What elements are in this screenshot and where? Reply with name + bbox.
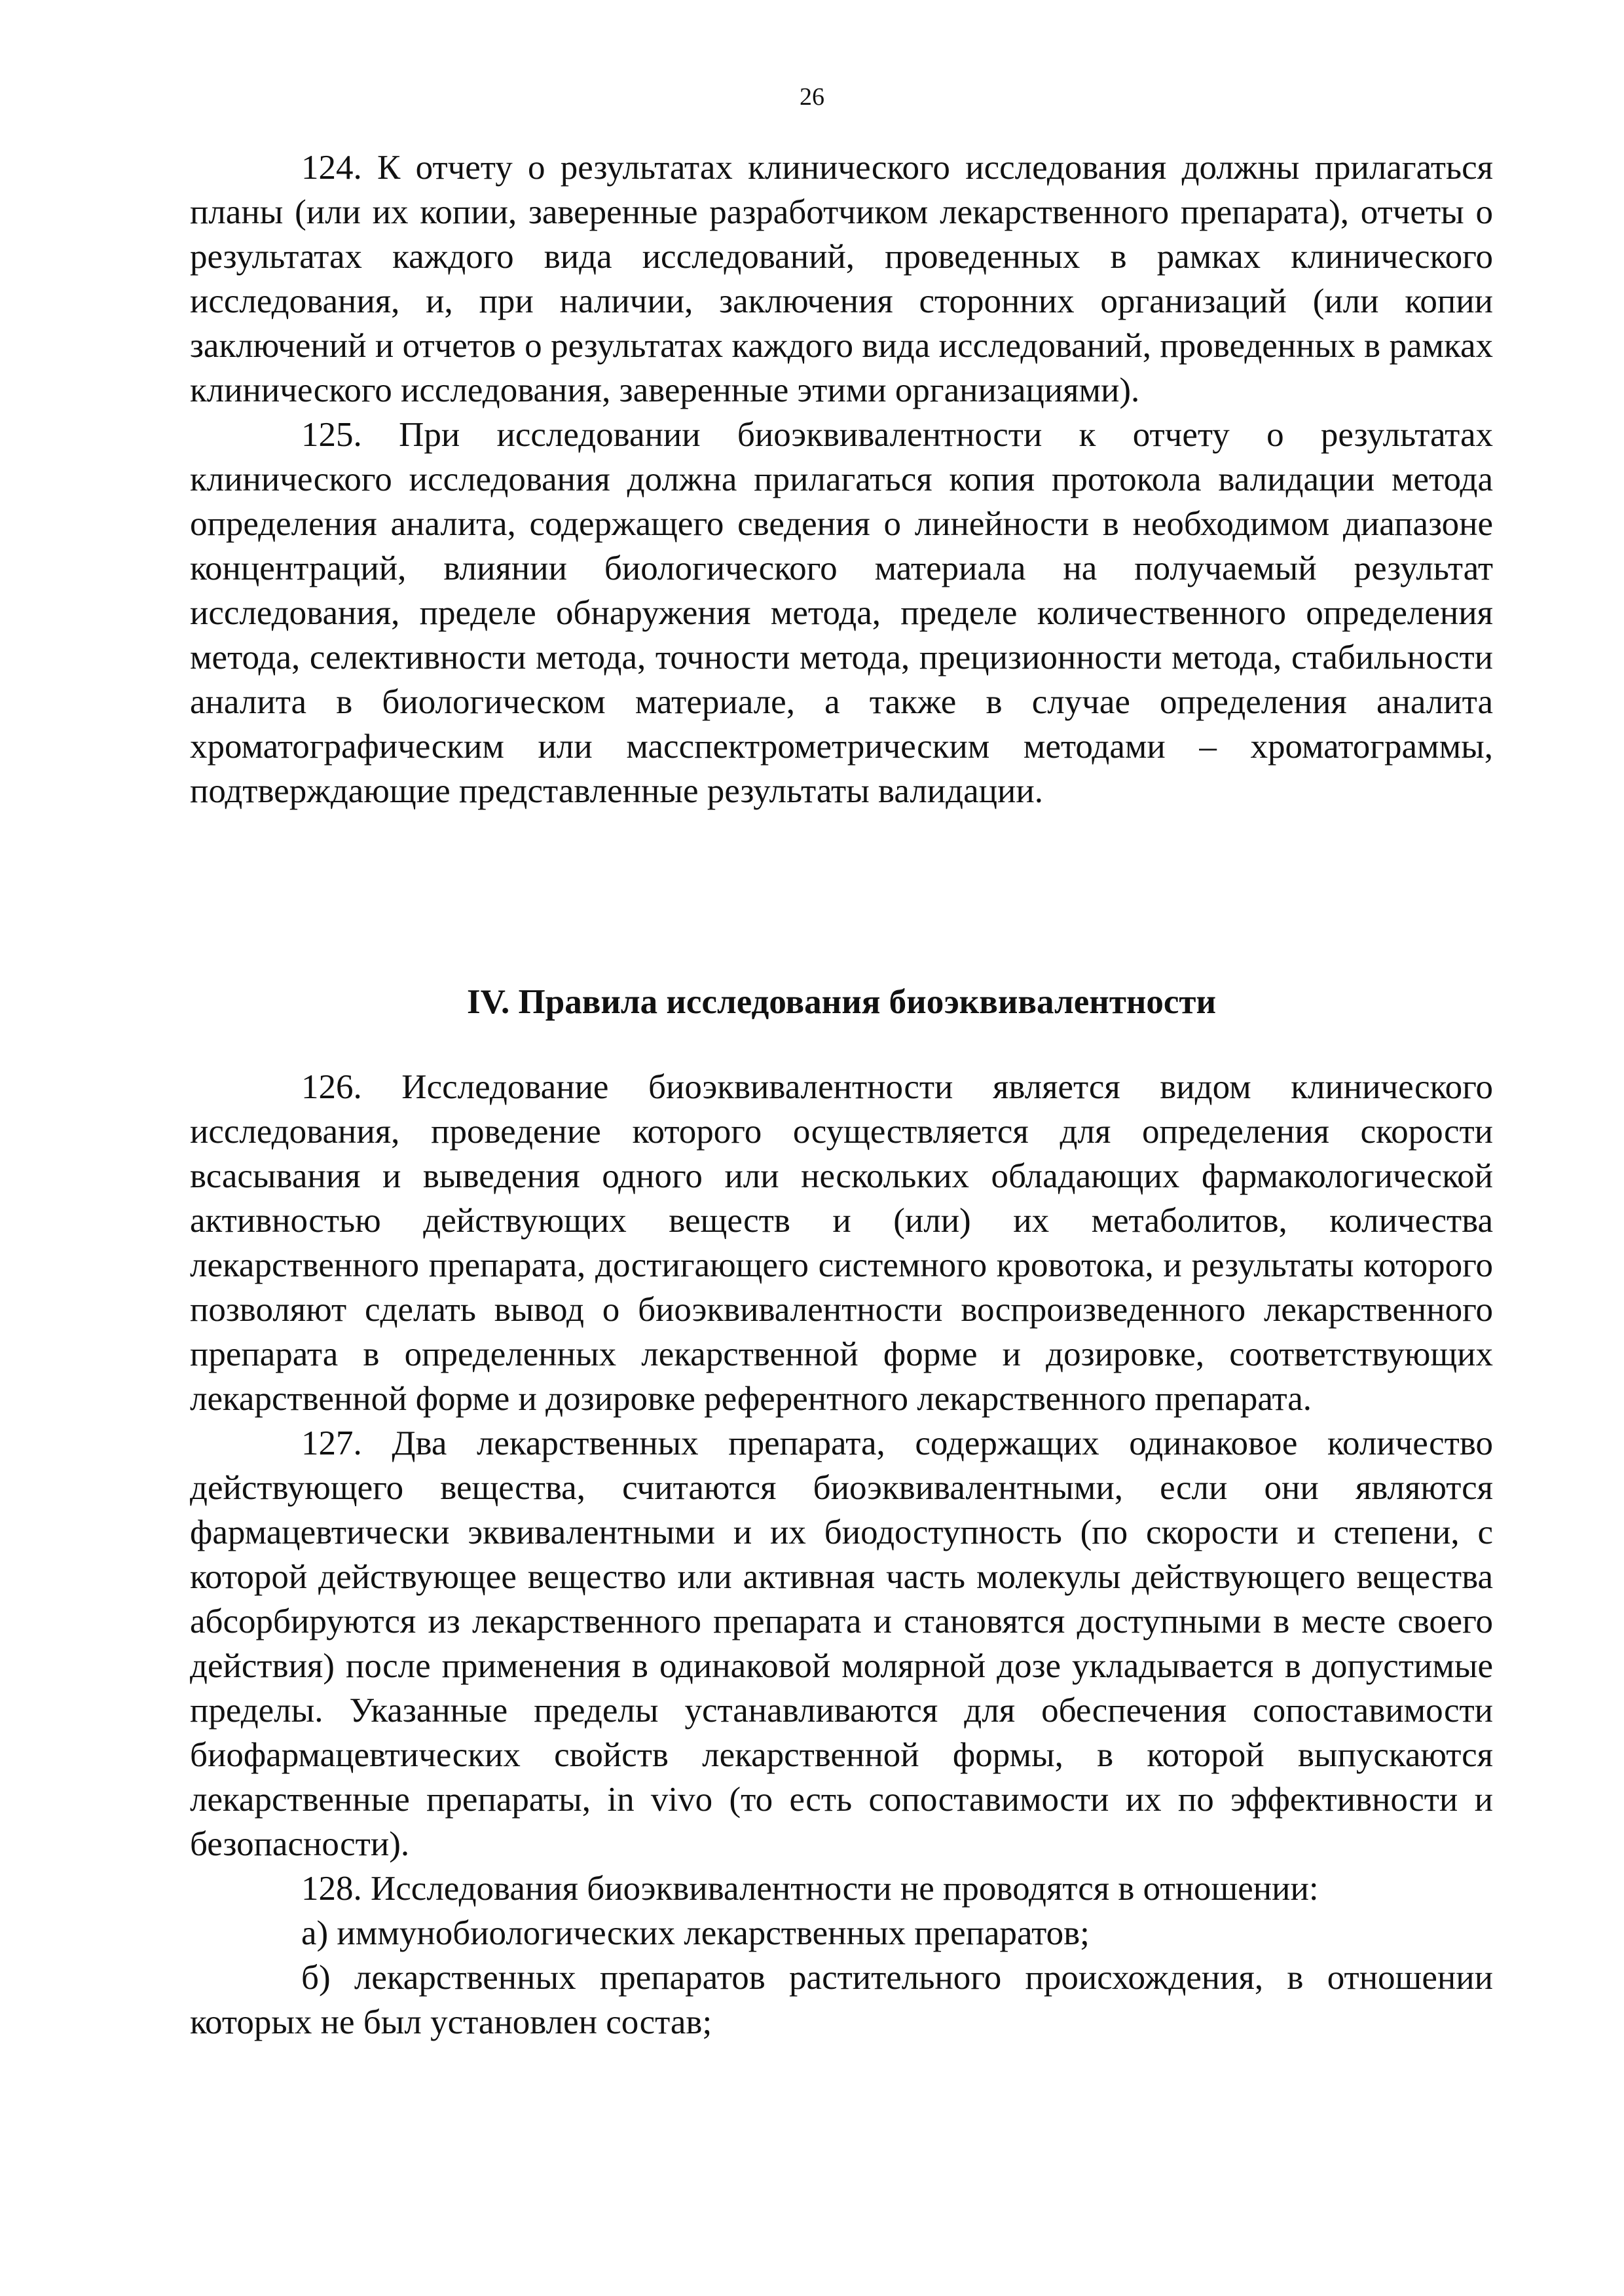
- paragraph-125: 125. При исследовании биоэквивалентности к отчету о результатах клинического исследования должна прилагаться копия протокола валидации метода определения аналита, содержащего сведения о линейности в необходимом диапазоне концентраций, влиянии биологического материала на получаемый результат исследования, пределе обнаружения метода, пределе количественного определения метода, селективности метода, точности метода, прецизионности метода, стабильности аналита в биологическом материале, а также в случае определения аналита хроматографическим или масспектрометрическим методами – хроматограммы, подтверждающие представленные результаты валидации.: [190, 416, 1493, 810]
- paragraph-126: 126. Исследование биоэквивалентности является видом клинического исследования, проведение которого осуществляется для определения скорости всасывания и выведения одного или нескольких обладающих фармакологической активностью действующих веществ и (или) их метаболитов, количества лекарственного препарата, достигающего системного кровотока, и результаты которого позволяют сделать вывод о биоэквивалентности воспроизведенного лекарственного препарата в определенных лекарственной форме и дозировке, соответствующих лекарственной форме и дозировке референтного лекарственного препарата.: [190, 1068, 1493, 1418]
- list-item-a: а) иммунобиологических лекарственных препаратов;: [301, 1914, 1090, 1952]
- bottom-paragraph-block: [190, 1065, 1493, 2045]
- paragraph-128: 128. Исследования биоэквивалентности не проводятся в отношении:: [301, 1870, 1319, 1908]
- top-paragraph-block: [190, 145, 1493, 813]
- section-heading: IV. Правила исследования биоэквивалентности: [466, 983, 1216, 1021]
- paragraph-124: 124. К отчету о результатах клинического исследования должны прилагаться планы (или их копии, заверенные разработчиком лекарственного препарата), отчеты о результатах каждого вида исследований, проведенных в рамках клинического исследования, и, при наличии, заключения сторонних организаций (или копии заключений и отчетов о результатах каждого вида исследований, проведенных в рамках клинического исследования, заверенные этими организациями).: [190, 149, 1493, 409]
- paragraph-127: 127. Два лекарственных препарата, содержащих одинаковое количество действующего вещества, считаются биоэквивалентными, если они являются фармацевтически эквивалентными и их биодоступность (по скорости и степени, с которой действующее вещество или активная часть молекулы действующего вещества абсорбируются из лекарственного препарата и становятся доступными в месте своего действия) после применения в одинаковой молярной дозе укладывается в допустимые пределы. Указанные пределы устанавливаются для обеспечения сопоставимости биофармацевтических свойств лекарственной формы, в которой выпускаются лекарственные препараты, in vivo (то есть сопоставимости их по эффективности и безопасности).: [190, 1424, 1493, 1863]
- list-item-b: б) лекарственных препаратов растительного происхождения, в отношении которых не был установлен состав;: [190, 1959, 1493, 2041]
- page-number: 26: [800, 83, 824, 111]
